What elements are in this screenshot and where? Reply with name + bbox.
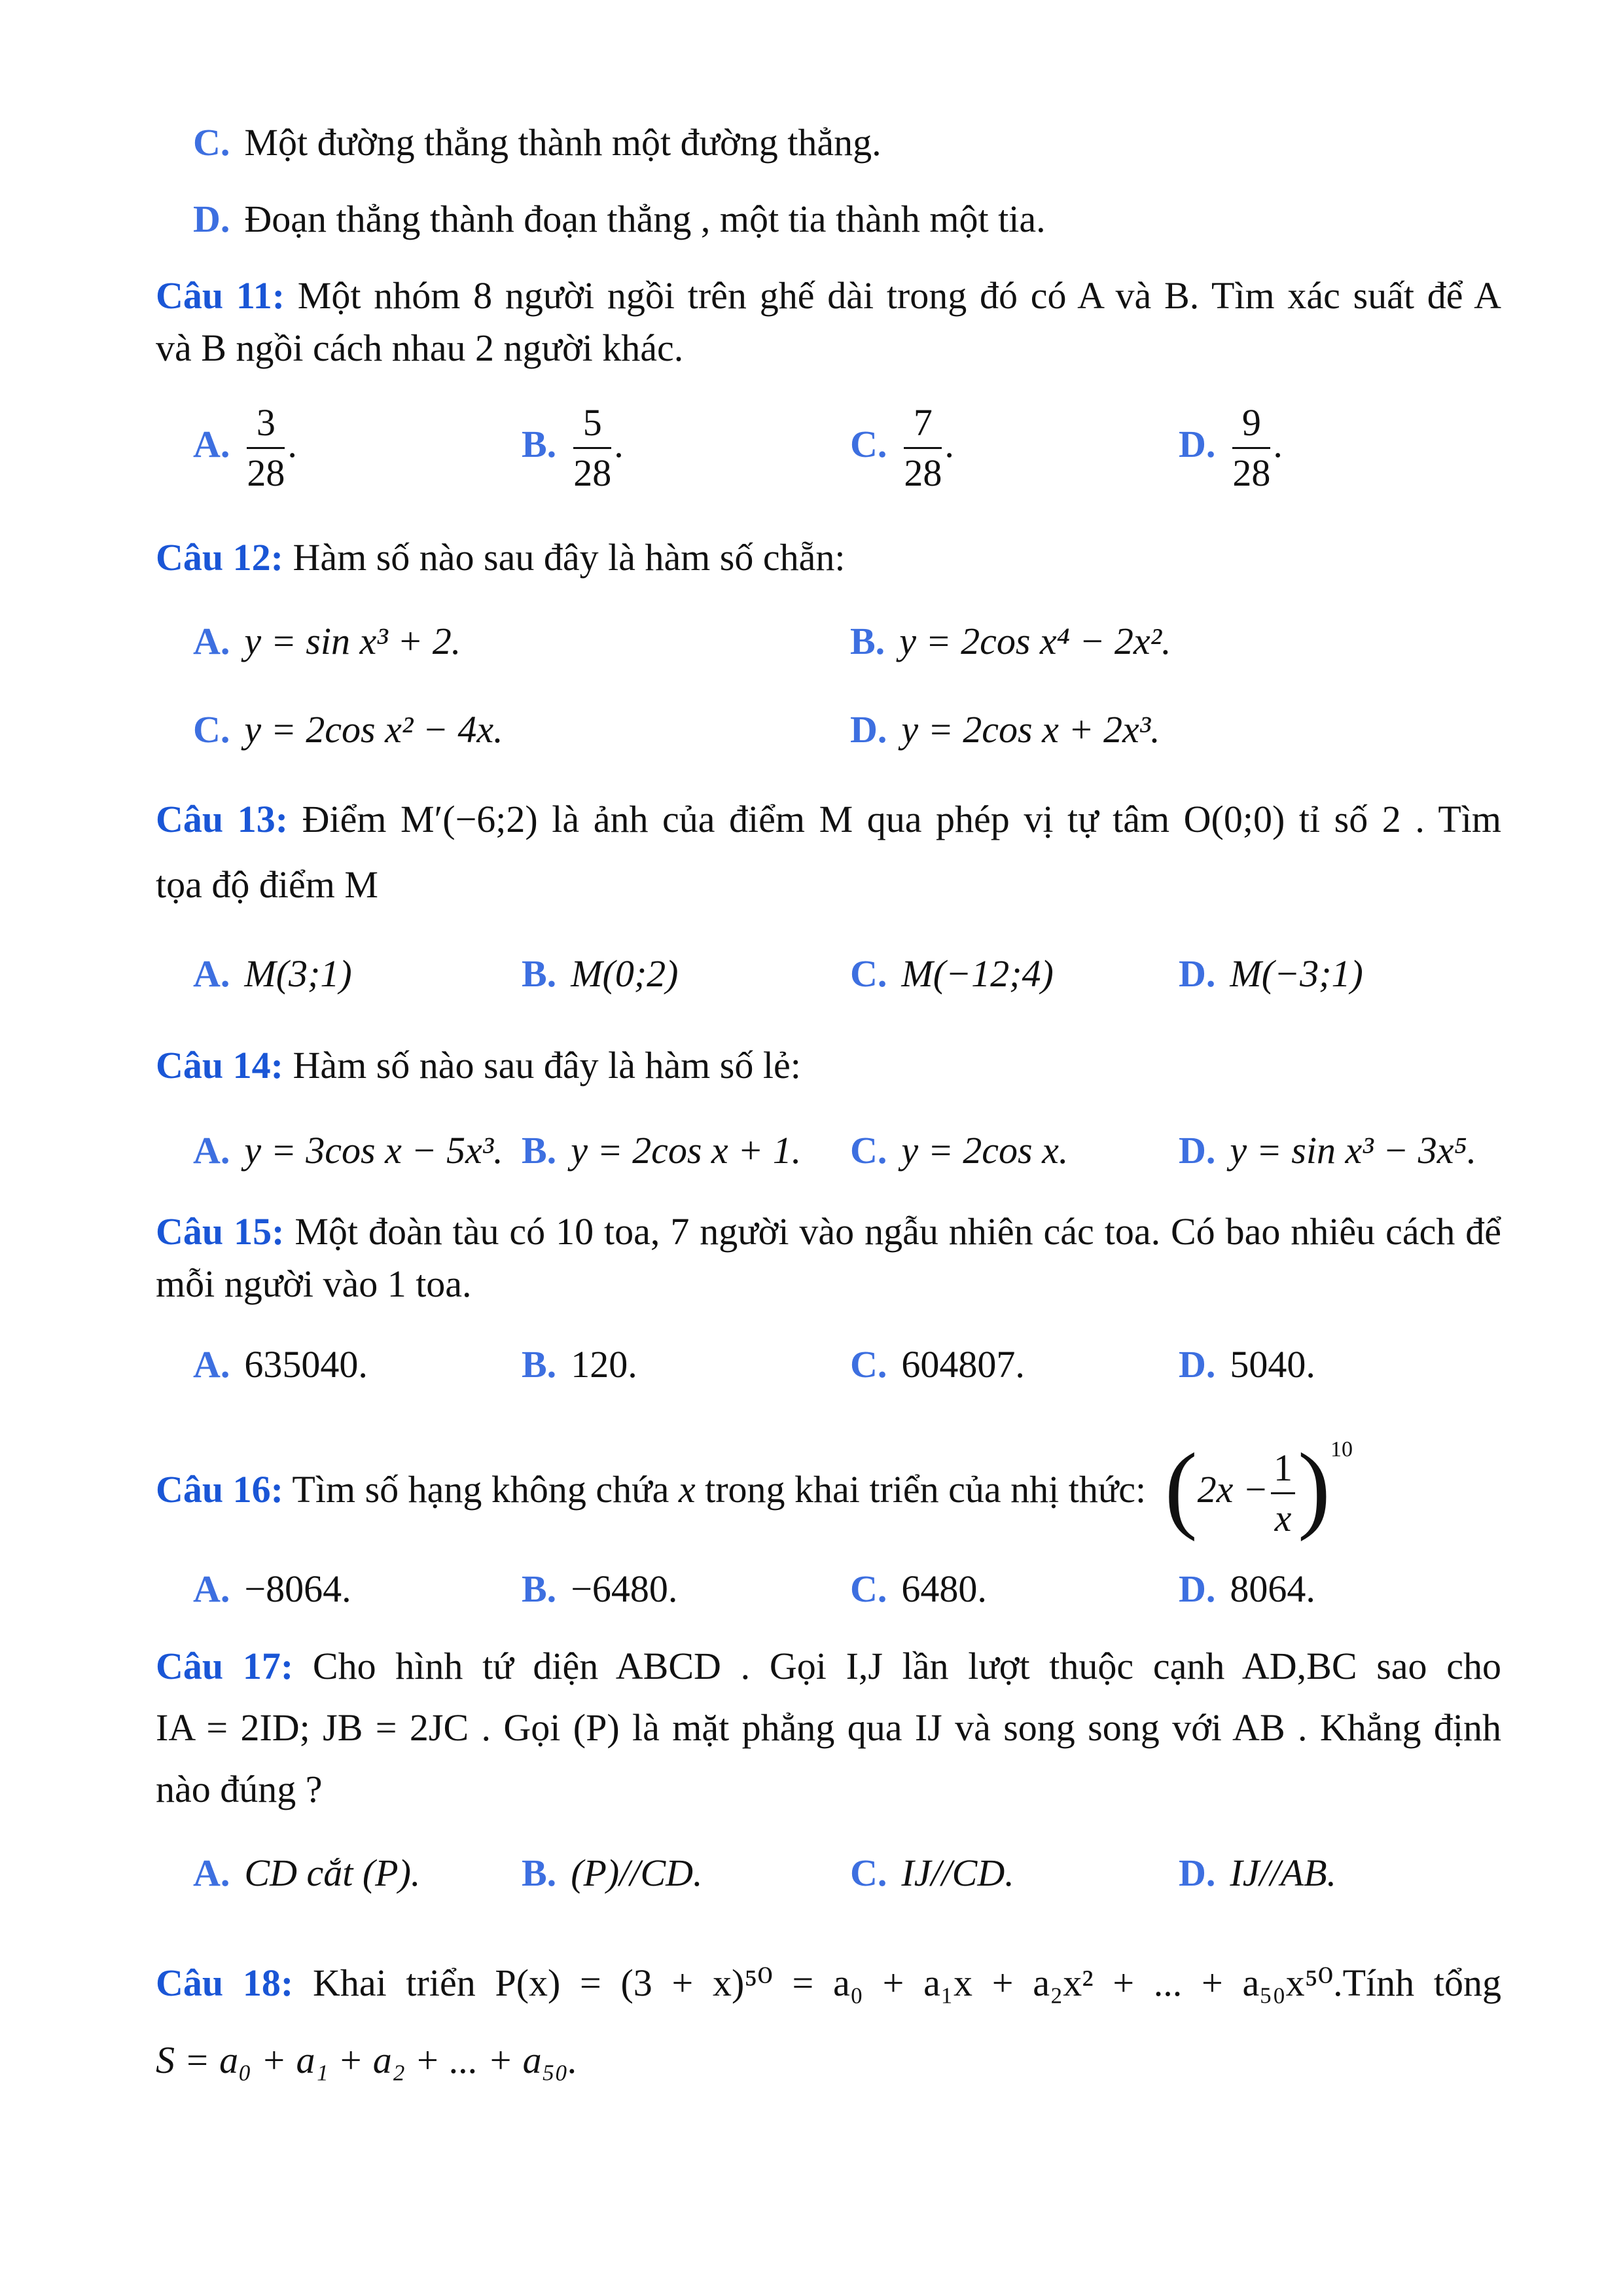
q13-text-line1: Câu 13: Điểm M′(−6;2) là ảnh của điểm M qua phép vị tự tâm O(0;0) tỉ số 2 . Tìm [156, 798, 1502, 840]
q17-label: Câu 17: [156, 1645, 294, 1687]
q11-option-b: B. $\frac{5}{28}$ . [522, 401, 624, 494]
q14-text: Câu 14: Hàm số nào sau đây là hàm số lẻ: [156, 1044, 801, 1086]
q17-option-d: D. IJ//AB. [1179, 1852, 1337, 1894]
q13-option-b: B. M(0;2) [522, 952, 679, 995]
q14-option-a: A. y = 3cos x − 5x³. [193, 1129, 503, 1172]
q15-option-c: C. 604807. [850, 1343, 1025, 1386]
q13-text-line2: tọa độ điểm M [156, 863, 378, 906]
q18-text-line1: Câu 18: Khai triển P(x) = (3 + x)⁵⁰ = a₀ + a₁x + a₂x² + ... + a₅₀x⁵⁰.Tính tổng [156, 1962, 1501, 2004]
q15-text-line2: mỗi người vào 1 toa. [156, 1263, 472, 1305]
q12-label: Câu 12: [156, 536, 283, 579]
q16-option-d: D. 8064. [1179, 1568, 1315, 1610]
q13-option-d: D. M(−3;1) [1179, 952, 1363, 995]
q14-label: Câu 14: [156, 1044, 283, 1086]
q11-label: Câu 11: [156, 274, 285, 317]
q16-option-b: B. −6480. [522, 1568, 678, 1610]
q12-option-b: B. y = 2cos x⁴ − 2x². [850, 620, 1171, 662]
q14-option-d: D. y = sin x³ − 3x⁵. [1179, 1129, 1477, 1172]
q15-label: Câu 15: [156, 1210, 285, 1253]
q12-option-d: D. y = 2cos x + 2x³. [850, 708, 1160, 751]
q12-option-c: C. y = 2cos x² − 4x. [193, 708, 503, 751]
q11-text-line1: Câu 11: Một nhóm 8 người ngồi trên ghế dài trong đó có A và B. Tìm xác suất để A [156, 274, 1501, 317]
q11-option-a: A. $\frac{3}{28}$ . [193, 401, 297, 494]
fraction: $\frac{3}{28}$ [247, 401, 285, 494]
q13-option-a: A. M(3;1) [193, 952, 352, 995]
fraction: $\frac{9}{28}$ [1232, 401, 1271, 494]
q18-label: Câu 18: [156, 1962, 294, 2004]
q17-option-b: B. (P)//CD. [522, 1852, 703, 1894]
q15-text-line1: Câu 15: Một đoàn tàu có 10 toa, 7 người vào ngẫu nhiên các toa. Có bao nhiêu cách để [156, 1210, 1501, 1253]
q17-option-c: C. IJ//CD. [850, 1852, 1014, 1894]
q11-option-c: C. $\frac{7}{28}$ . [850, 401, 954, 494]
q12-option-a: A. y = sin x³ + 2. [193, 620, 461, 662]
q16-option-a: A. −8064. [193, 1568, 351, 1610]
q13-option-c: C. M(−12;4) [850, 952, 1054, 995]
q13-label: Câu 13: [156, 798, 289, 840]
q11-text-line2: và B ngồi cách nhau 2 người khác. [156, 327, 684, 369]
q11-option-d: D. $\frac{9}{28}$ . [1179, 401, 1283, 494]
binomial-expression: (2x − $\frac{1}{x}$ )$^{10}$ [1164, 1433, 1353, 1542]
fraction: $\frac{1}{x}$ [1271, 1448, 1295, 1539]
q15-option-b: B. 120. [522, 1343, 637, 1386]
q17-text-line2: IA = 2ID; JB = 2JC . Gọi (P) là mặt phẳng qua IJ và song song với AB . Khẳng định [156, 1706, 1501, 1749]
prev-option-c: C. Một đường thẳng thành một đường thẳng. [193, 121, 882, 164]
q12-text: Câu 12: Hàm số nào sau đây là hàm số chẵn: [156, 536, 846, 579]
q17-option-a: A. CD cắt (P). [193, 1852, 421, 1894]
prev-option-d: D. Đoạn thẳng thành đoạn thẳng , một tia thành một tia. [193, 198, 1046, 240]
q15-option-d: D. 5040. [1179, 1343, 1315, 1386]
q15-option-a: A. 635040. [193, 1343, 368, 1386]
q16-text: Câu 16: Tìm số hạng không chứa x trong khai triển của nhị thức: (2x − $\frac{1}{x}$ )$^{10}$ [156, 1433, 1353, 1542]
q18-text-line2: S = a₀ + a₁ + a₂ + ... + a₅₀. [156, 2039, 578, 2081]
fraction: $\frac{7}{28}$ [904, 401, 942, 494]
q16-label: Câu 16: [156, 1467, 283, 1511]
q17-text-line1: Câu 17: Cho hình tứ diện ABCD . Gọi I,J lần lượt thuộc cạnh AD,BC sao cho [156, 1645, 1501, 1687]
fraction: $\frac{5}{28}$ [573, 401, 612, 494]
q16-option-c: C. 6480. [850, 1568, 987, 1610]
q14-option-c: C. y = 2cos x. [850, 1129, 1069, 1172]
q17-text-line3: nào đúng ? [156, 1768, 323, 1810]
q14-option-b: B. y = 2cos x + 1. [522, 1129, 802, 1172]
